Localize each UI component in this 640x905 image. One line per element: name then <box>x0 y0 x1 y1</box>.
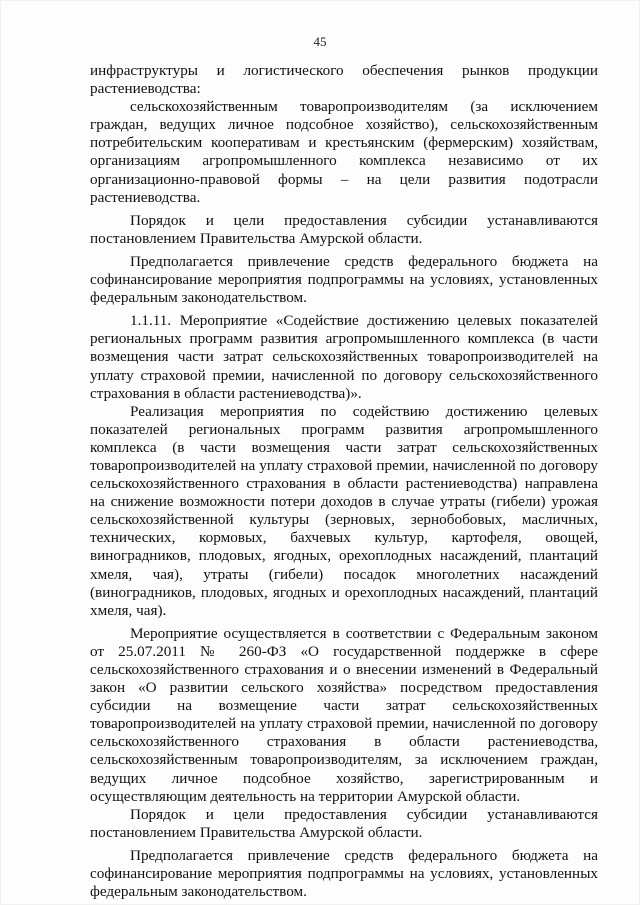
paragraph-federal-law-basis: Мероприятие осуществляется в соответствии с Федеральным законом от 25.07.2011 № 260-ФЗ «О государственной поддержке в сфере сельскохозяйственного страхования и о внесении изменений в Федеральный закон «О развитии сельского хозяйства» посредством предоставления субсидии на возмещение части затрат сельскохозяйственных товаропроизводителей на уплату страховой премии, начисленной по договору сельскохозяйственного страхования в области растениеводства, сельскохозяйственным товаропроизводителям, за исключением граждан, ведущих личное подсобное хозяйство, зарегистрированным и осуществляющим деятельность на территории Амурской области. <box>90 624 598 805</box>
paragraph-measure-implementation: Реализация мероприятия по содействию достижению целевых показателей региональных программ развития агропромышленного комплекса (в части возмещения части затрат сельскохозяйственных товаропроизводителей на уплату страховой премии, начисленной по договору сельскохозяйственного страхования в области растениеводства) направлена на снижение возможности потери доходов в случае утраты (гибели) урожая сельскохозяйственной культуры (зерновых, зернобобовых, масличных, технических, кормовых, бахчевых культур, картофеля, овощей, виноградников, плодовых, ягодных, орехоплодных насаждений, плантаций хмеля, чая), утраты (гибели) посадок многолетних насаждений (виноградников, плодовых, ягодных и орехоплодных насаждений, плантаций хмеля, чая). <box>90 402 598 619</box>
document-body <box>90 62 598 901</box>
paragraph-federal-cofinancing-2: Предполагается привлечение средств федерального бюджета на софинансирование мероприятия подпрограммы на условиях, установленных федеральным законодательством. <box>90 846 598 901</box>
paragraph-subsidy-procedure: Порядок и цели предоставления субсидии устанавливаются постановлением Правительства Амурской области. <box>90 211 598 247</box>
page-number: 45 <box>313 34 327 49</box>
paragraph-recipients: сельскохозяйственным товаропроизводителям (за исключением граждан, ведущих личное подсобное хозяйство), сельскохозяйственным потребительским кооперативам и крестьянским (фермерским) хозяйствам, организациям агропромышленного комплекса независимо от их организационно-правовой формы – на цели развития подотрасли растениеводства. <box>90 98 598 206</box>
paragraph-measure-1-1-11-heading: 1.1.11. Мероприятие «Содействие достижению целевых показателей региональных программ развития агропромышленного комплекса (в части возмещения части затрат сельскохозяйственных товаропроизводителей на уплату страховой премии, начисленной по договору сельскохозяйственного страхования в области растениеводства)». <box>90 312 598 402</box>
paragraph-federal-cofinancing: Предполагается привлечение средств федерального бюджета на софинансирование мероприятия подпрограммы на условиях, установленных федеральным законодательством. <box>90 252 598 307</box>
paragraph-subsidy-procedure-2: Порядок и цели предоставления субсидии устанавливаются постановлением Правительства Амурской области. <box>90 805 598 841</box>
paragraph-infrastructure-continuation: инфраструктуры и логистического обеспечения рынков продукции растениеводства: <box>90 62 598 98</box>
